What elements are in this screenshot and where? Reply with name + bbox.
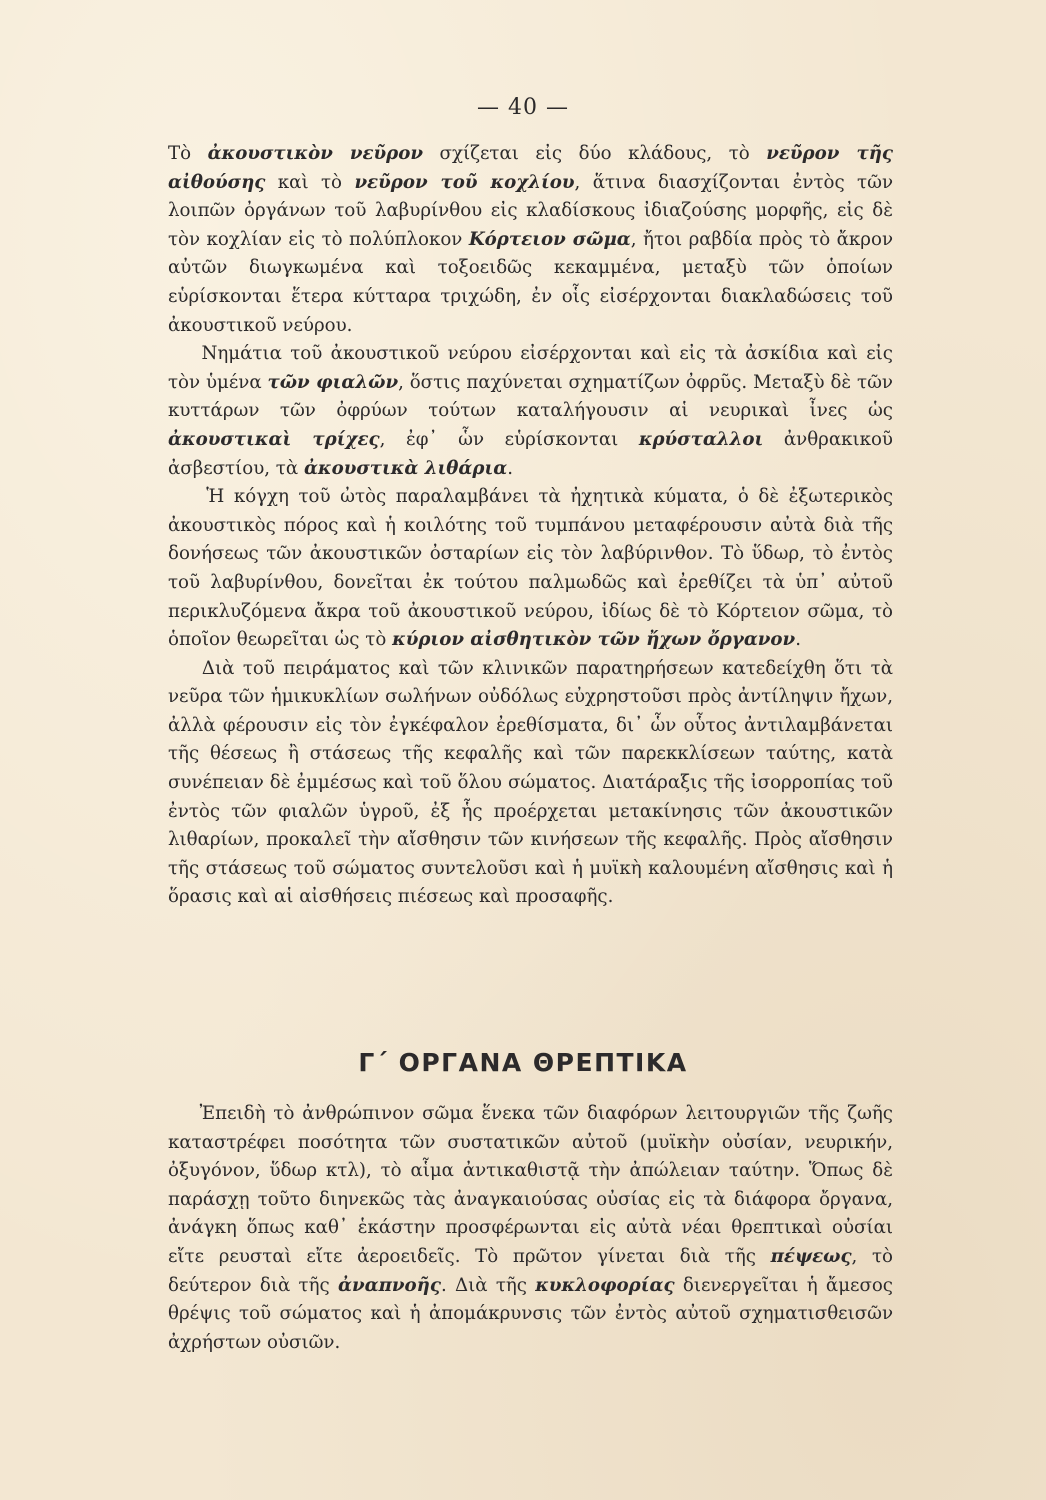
- text-run: , ἤτοι ραβδία πρὸς τὸ ἄκρον αὐτῶν διωγκωμένα καὶ τοξοειδῶς κεκαμμένα, μεταξὺ τῶν ὁποίων εὑρίσκονται ἕτερα κύτταρα τριχώδη, ἐν οἷς εἰσέρχονται διακλαδώσεις τοῦ ἀκουστικοῦ νεύρου.: [168, 228, 899, 336]
- text-run: , ἅτινα διασχίζονται ἐντὸς τῶν λοιπῶν ὀργάνων τοῦ λαβυρίνθου εἰς κλαδίσκους ἰδιαζούσης μορφῆς, εἰς δὲ τὸν κοχλίαν εἰς τὸ πολύπλοκον: [168, 171, 899, 250]
- emphasized-term: ἀναπνοῆς: [337, 1274, 441, 1296]
- text-run: Τὸ: [168, 143, 208, 164]
- emphasized-term: ἀκουστικαὶ τρίχες: [168, 428, 380, 450]
- emphasized-term: τῶν φιαλῶν: [267, 371, 399, 393]
- emphasized-term: πέψεως: [770, 1245, 852, 1267]
- emphasized-term: ἀκουστικὸν νεῦρον: [207, 143, 424, 164]
- body-text-bottom: [168, 1100, 899, 1357]
- emphasized-term: κρύσταλλοι: [638, 428, 764, 450]
- paragraph: [168, 140, 899, 340]
- text-run: Ἐπειδὴ τὸ ἀνθρώπινον σῶμα ἕνεκα τῶν διαφόρων λειτουργιῶν τῆς ζωῆς καταστρέφει ποσότητα τῶν συστατικῶν αὐτοῦ (μυϊκὴν οὐσίαν, νευρικήν, ὀξυγόνον, ὕδωρ κτλ), τὸ αἷμα ἀντικαθιστᾷ τὴν ἀπώλειαν ταύτην. Ὅπως δὲ παράσχῃ τοῦτο διηνεκῶς τὰς ἀναγκαιούσας οὐσίας εἰς τὰ διάφορα ὄργανα, ἀνάγκη ὅπως καθ᾽ ἑκάστην προσφέρωνται εἰς αὐτὰ νέαι θρεπτικαὶ οὐσίαι εἴτε ρευσταὶ εἴτε ἀεροειδεῖς. Τὸ πρῶτον γίνεται διὰ τῆς: [168, 1103, 899, 1267]
- paragraph: [168, 483, 899, 655]
- text-run: Ἡ κόγχη τοῦ ὠτὸς παραλαμβάνει τὰ ἠχητικὰ κύματα, ὁ δὲ ἐξωτερικὸς ἀκουστικὸς πόρος καὶ ἡ κοιλότης τοῦ τυμπάνου μεταφέρουσιν αὐτὰ διὰ τῆς δονήσεως τῶν ἀκουστικῶν ὀσταρίων εἰς τὸν λαβύρινθον. Τὸ ὕδωρ, τὸ ἐντὸς τοῦ λαβυρίνθου, δονεῖται ἐκ τούτου παλμωδῶς καὶ ἐρεθίζει τὰ ὑπ᾽ αὐτοῦ περικλυζόμενα ἄκρα τοῦ ἀκουστικοῦ νεύρου, ἰδίως δὲ τὸ Κόρτειον σῶμα, τὸ ὁποῖον θεωρεῖται ὡς τὸ: [168, 486, 899, 651]
- paragraph: [168, 655, 899, 912]
- text-run: καὶ τὸ: [265, 171, 355, 193]
- text-run: .: [507, 457, 514, 479]
- paragraph: [168, 1100, 899, 1357]
- page-number: — 40 —: [477, 95, 569, 120]
- text-run: , ὅστις παχύνεται σχηματίζων ὀφρῦς. Μεταξὺ δὲ τῶν κυττάρων τῶν ὀφρύων τούτων καταλήγουσιν αἱ νευρικαὶ ἶνες ὡς: [168, 371, 899, 422]
- text-run: Νημάτια τοῦ ἀκουστικοῦ νεύρου εἰσέρχονται καὶ εἰς τὰ ἀσκίδια καὶ εἰς τὸν ὑμένα: [168, 343, 899, 393]
- paragraph: [168, 340, 899, 483]
- emphasized-term: ἀκουστικὰ λιθάρια: [303, 457, 508, 479]
- emphasized-term: Κόρτειον σῶμα: [468, 228, 631, 250]
- text-run: , ἐφ᾽ ὧν εὑρίσκονται: [379, 428, 639, 450]
- text-run: διενεργεῖται ἡ ἄμεσος θρέψις τοῦ σώματος καὶ ἡ ἀπομάκρυνσις τῶν ἐντὸς αὐτοῦ σχηματισθεισῶν ἀχρήστων οὐσιῶν.: [168, 1274, 899, 1353]
- emphasized-term: νεῦρον τῆς αἰθούσης: [168, 143, 893, 193]
- text-run: Διὰ τοῦ πειράματος καὶ τῶν κλινικῶν παρατηρήσεων κατεδείχθη ὅτι τὰ νεῦρα τῶν ἡμικυκλίων σωλήνων οὐδόλως εὐχρηστοῦσι πρὸς ἀντίληψιν ἤχων, ἀλλὰ φέρουσιν εἰς τὸν ἐγκέφαλον ἐρεθίσματα, δι᾽ ὧν οὗτος ἀντιλαμβάνεται τῆς θέσεως ἢ στάσεως τῆς κεφαλῆς καὶ τῶν παρεκκλίσεων ταύτης, κατὰ συνέπειαν δὲ ἐμμέσως καὶ τοῦ ὅλου σώματος. Διατάραξις τῆς ἰσορροπίας τοῦ ἐντὸς τῶν φιαλῶν ὑγροῦ, ἐξ ἧς προέρχεται μετακίνησις τῶν ἀκουστικῶν λιθαρίων, προκαλεῖ τὴν αἴσθησιν τῶν κινήσεων τῆς κεφαλῆς. Πρὸς αἴσθησιν τῆς στάσεως τοῦ σώματος συντελοῦσι καὶ ἡ μυϊκὴ καλουμένη αἴσθησις καὶ ἡ ὅρασις καὶ αἱ αἰσθήσεις πιέσεως καὶ προσαφῆς.: [168, 657, 899, 908]
- emphasized-term: κύριον αἰσθητικὸν τῶν ἤχων ὄργανον: [392, 629, 796, 651]
- text-run: .: [795, 629, 801, 651]
- body-text-top: [168, 140, 899, 912]
- text-run: , τὸ δεύτερον διὰ τῆς: [168, 1245, 899, 1296]
- emphasized-term: κυκλοφορίας: [535, 1274, 675, 1296]
- emphasized-term: νεῦρον τοῦ κοχλίου: [354, 171, 575, 193]
- section-heading: Γ΄ ΟΡΓΑΝΑ ΘΡΕΠΤΙΚΑ: [358, 1048, 688, 1077]
- text-run: . Διὰ τῆς: [440, 1274, 536, 1296]
- text-run: σχίζεται εἰς δύο κλάδους, τὸ: [423, 143, 767, 164]
- text-run: ἀνθρακικοῦ ἀσβεστίου, τὰ: [168, 428, 899, 479]
